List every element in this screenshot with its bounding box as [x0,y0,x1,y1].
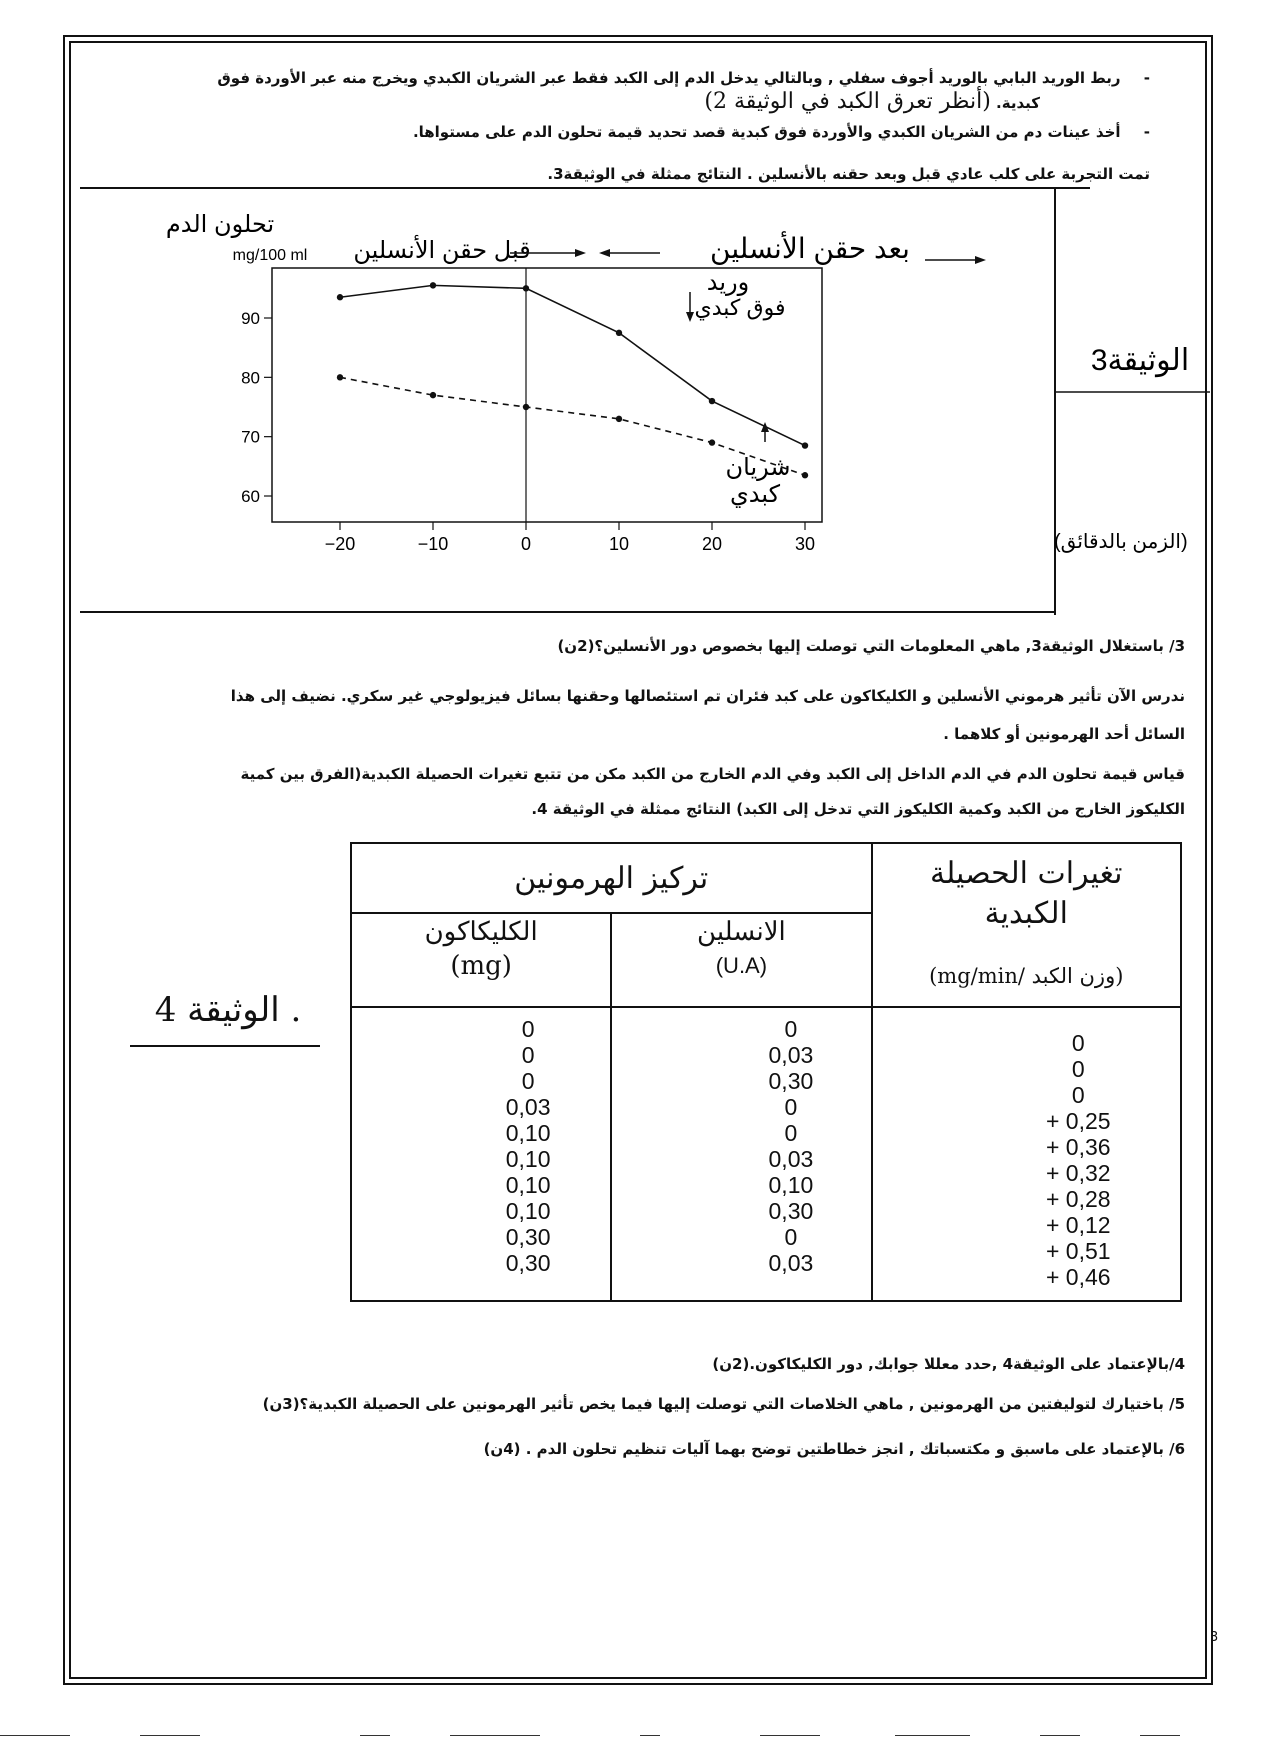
balance-value: + 0,46 [1045,1264,1111,1290]
glucagon-value: 0,30 [505,1250,551,1276]
glucagon-value: 0,10 [505,1172,551,1198]
bullet-mark: - [1143,69,1150,87]
intro-bullet1 [100,66,1150,90]
paragraph-1-line1: ندرس الآن تأثير هرموني الأنسلين و الكليكاكون على كبد فئران تم استئصالها وحقنها بسائل فيزيولوجي غير سكري. نضيف إلى هذا [230,687,1185,705]
x-tick-label: −10 [417,534,449,554]
x-tick-label: 30 [794,534,816,554]
y-tick-label: 90 [241,309,260,328]
after-injection-label: بعد حقن الأنسلين [710,233,910,264]
x-tick-label: 10 [608,534,630,554]
data-point [616,330,622,336]
balance-value: 0 [1071,1082,1085,1108]
document-4-table [350,842,1182,1302]
doc3-label: الوثيقة3 [1090,344,1190,377]
insulin-value: 0 [784,1016,798,1042]
data-point [709,439,715,445]
balance-value: + 0,28 [1045,1186,1111,1212]
footer-line [140,1735,200,1737]
intro-experiment: تمت التجربة على كلب عادي قبل وبعد حقنه بالأنسلين . النتائج ممثلة في الوثيقة3. [547,165,1150,183]
glucagon-value: 0 [521,1016,535,1042]
glucagon-value: 0,10 [505,1120,551,1146]
balance-value: + 0,25 [1045,1108,1111,1134]
insulin-value: 0 [784,1094,798,1120]
header-glucagon: الكليكاكون [424,917,538,947]
header-insulin-cell [611,913,871,1007]
y-axis-title: تحلون الدم [165,211,275,238]
footer-line [0,1735,70,1737]
x-tick-label: −20 [324,534,356,554]
insulin-value: 0,03 [768,1146,814,1172]
header-glucagon-unit: (mg) [450,951,512,981]
insulin-column [611,1007,871,1301]
footer-line [450,1735,540,1737]
question-3: 3/ باستغلال الوثيقة3, ماهي المعلومات التي توصلت إليها بخصوص دور الأنسلين؟(2ن) [557,637,1185,655]
glucagon-value: 0,10 [505,1146,551,1172]
glucagon-value: 0,10 [505,1198,551,1224]
x-axis-title: (الزمن بالدقائق) [1054,531,1188,553]
insulin-value: 0 [784,1120,798,1146]
before-injection-label: قبل حقن الأنسلين [353,237,531,264]
header-hormones: تركيز الهرمونين [351,843,872,913]
intro-bullet1-line2: كبدية. [996,94,1040,112]
data-point [616,416,622,422]
page-number: 3 [1210,1630,1219,1645]
footer-line [1140,1735,1180,1737]
data-point [337,374,343,380]
data-point [430,392,436,398]
artery-label-line1: شريان [725,454,791,481]
intro-bullet1-continuation [480,90,1040,115]
intro-bullet1-line1: ربط الوريد البابي بالوريد أجوف سفلي , وبالتالي يدخل الدم إلى الكبد فقط عبر الشريان الكبدي ويخرج منه عبر الأوردة فوق [217,69,1121,87]
header-balance-line2: الكبدية [984,896,1068,931]
insulin-value: 0 [784,1224,798,1250]
glucagon-value: 0 [521,1068,535,1094]
balance-value: + 0,32 [1045,1160,1111,1186]
question-4: 4/بالإعتماد على الوثيقة4 ,حدد معللا جوابك, دور الكليكاكون.(2ن) [712,1355,1185,1373]
data-point [337,294,343,300]
question-5: 5/ باختيارك لتوليفتين من الهرمونين , ماهي الخلاصات التي توصلت إليها فيما يخص تأثير الهرمونين على الحصيلة الكبدية؟(3ن) [262,1395,1185,1413]
doc4-label: . الوثيقة 4 [154,990,302,1030]
y-tick-label: 70 [241,427,260,447]
header-balance-unit: (mg/min/ وزن الكبد) [929,964,1124,988]
document-3-chart [70,180,1210,620]
glucagon-column [351,1007,611,1301]
footer-line [640,1735,660,1737]
x-tick-label: 0 [520,534,532,554]
balance-value: + 0,36 [1045,1134,1111,1160]
data-point [430,282,436,288]
footer-line [895,1735,970,1737]
paragraph-2-line2: الكليكوز الخارج من الكبد وكمية الكليكوز التي تدخل إلى الكبد) النتائج ممثلة في الوثيقة 4. [531,800,1185,818]
balance-value: 0 [1071,1030,1085,1056]
glucagon-value: 0,03 [505,1094,551,1120]
balance-value: + 0,51 [1045,1238,1111,1264]
bullet-mark: - [1143,123,1150,141]
glucagon-value: 0 [521,1042,535,1068]
glucagon-value: 0,30 [505,1224,551,1250]
y-tick-label: 80 [241,368,260,388]
data-point [802,442,808,448]
doc4-label-underline [130,1045,320,1047]
artery-label-line2: كبدي [729,481,781,508]
insulin-value: 0,30 [768,1198,814,1224]
footer-line [360,1735,390,1737]
balance-column [872,1007,1181,1301]
vein-label-line2: فوق كبدي [694,295,786,320]
header-insulin-unit: (U.A) [715,953,768,978]
insulin-value: 0,03 [768,1042,814,1068]
paragraph-1-line2: السائل أحد الهرمونين أو كلاهما . [943,725,1185,743]
vein-arrow [686,292,694,322]
intro-bullet2-text: أخذ عينات دم من الشريان الكبدي والأوردة فوق كبدية قصد تحديد قيمة تحلون الدم على مستواها. [412,123,1121,141]
vein-label-line1: وريد [706,269,750,296]
data-point [523,404,529,410]
data-point [709,398,715,404]
balance-value: + 0,12 [1045,1212,1111,1238]
question-6: 6/ بالإعتماد على ماسبق و مكتسباتك , انجز خطاطتين توضح بهما آليات تنظيم تحلون الدم . (4ن) [483,1440,1185,1458]
balance-value: 0 [1071,1056,1085,1082]
y-tick-label: 60 [241,487,260,506]
header-balance-line1: تغيرات الحصيلة [930,856,1123,891]
paragraph-2-line1: قياس قيمة تحلون الدم في الدم الداخل إلى الكبد وفي الدم الخارج من الكبد مكن من تتبع تغيرات الحصيلة الكبدية(الفرق بين كمية [240,765,1185,783]
insulin-value: 0,10 [768,1172,814,1198]
data-point [802,472,808,478]
header-balance-cell [872,843,1181,1007]
footer-line [760,1735,820,1737]
x-tick-label: 20 [701,534,723,554]
header-glucagon-cell [351,913,611,1007]
intro-bullet2 [100,120,1150,144]
header-insulin: الانسلين [697,917,786,947]
intro-handwritten-note: (أنظر تعرق الكبد في الوثيقة 2) [704,89,991,114]
insulin-value: 0,03 [768,1250,814,1276]
y-axis-unit: mg/100 ml [232,247,308,264]
data-point [523,285,529,291]
insulin-value: 0,30 [768,1068,814,1094]
footer-line [1040,1735,1080,1737]
